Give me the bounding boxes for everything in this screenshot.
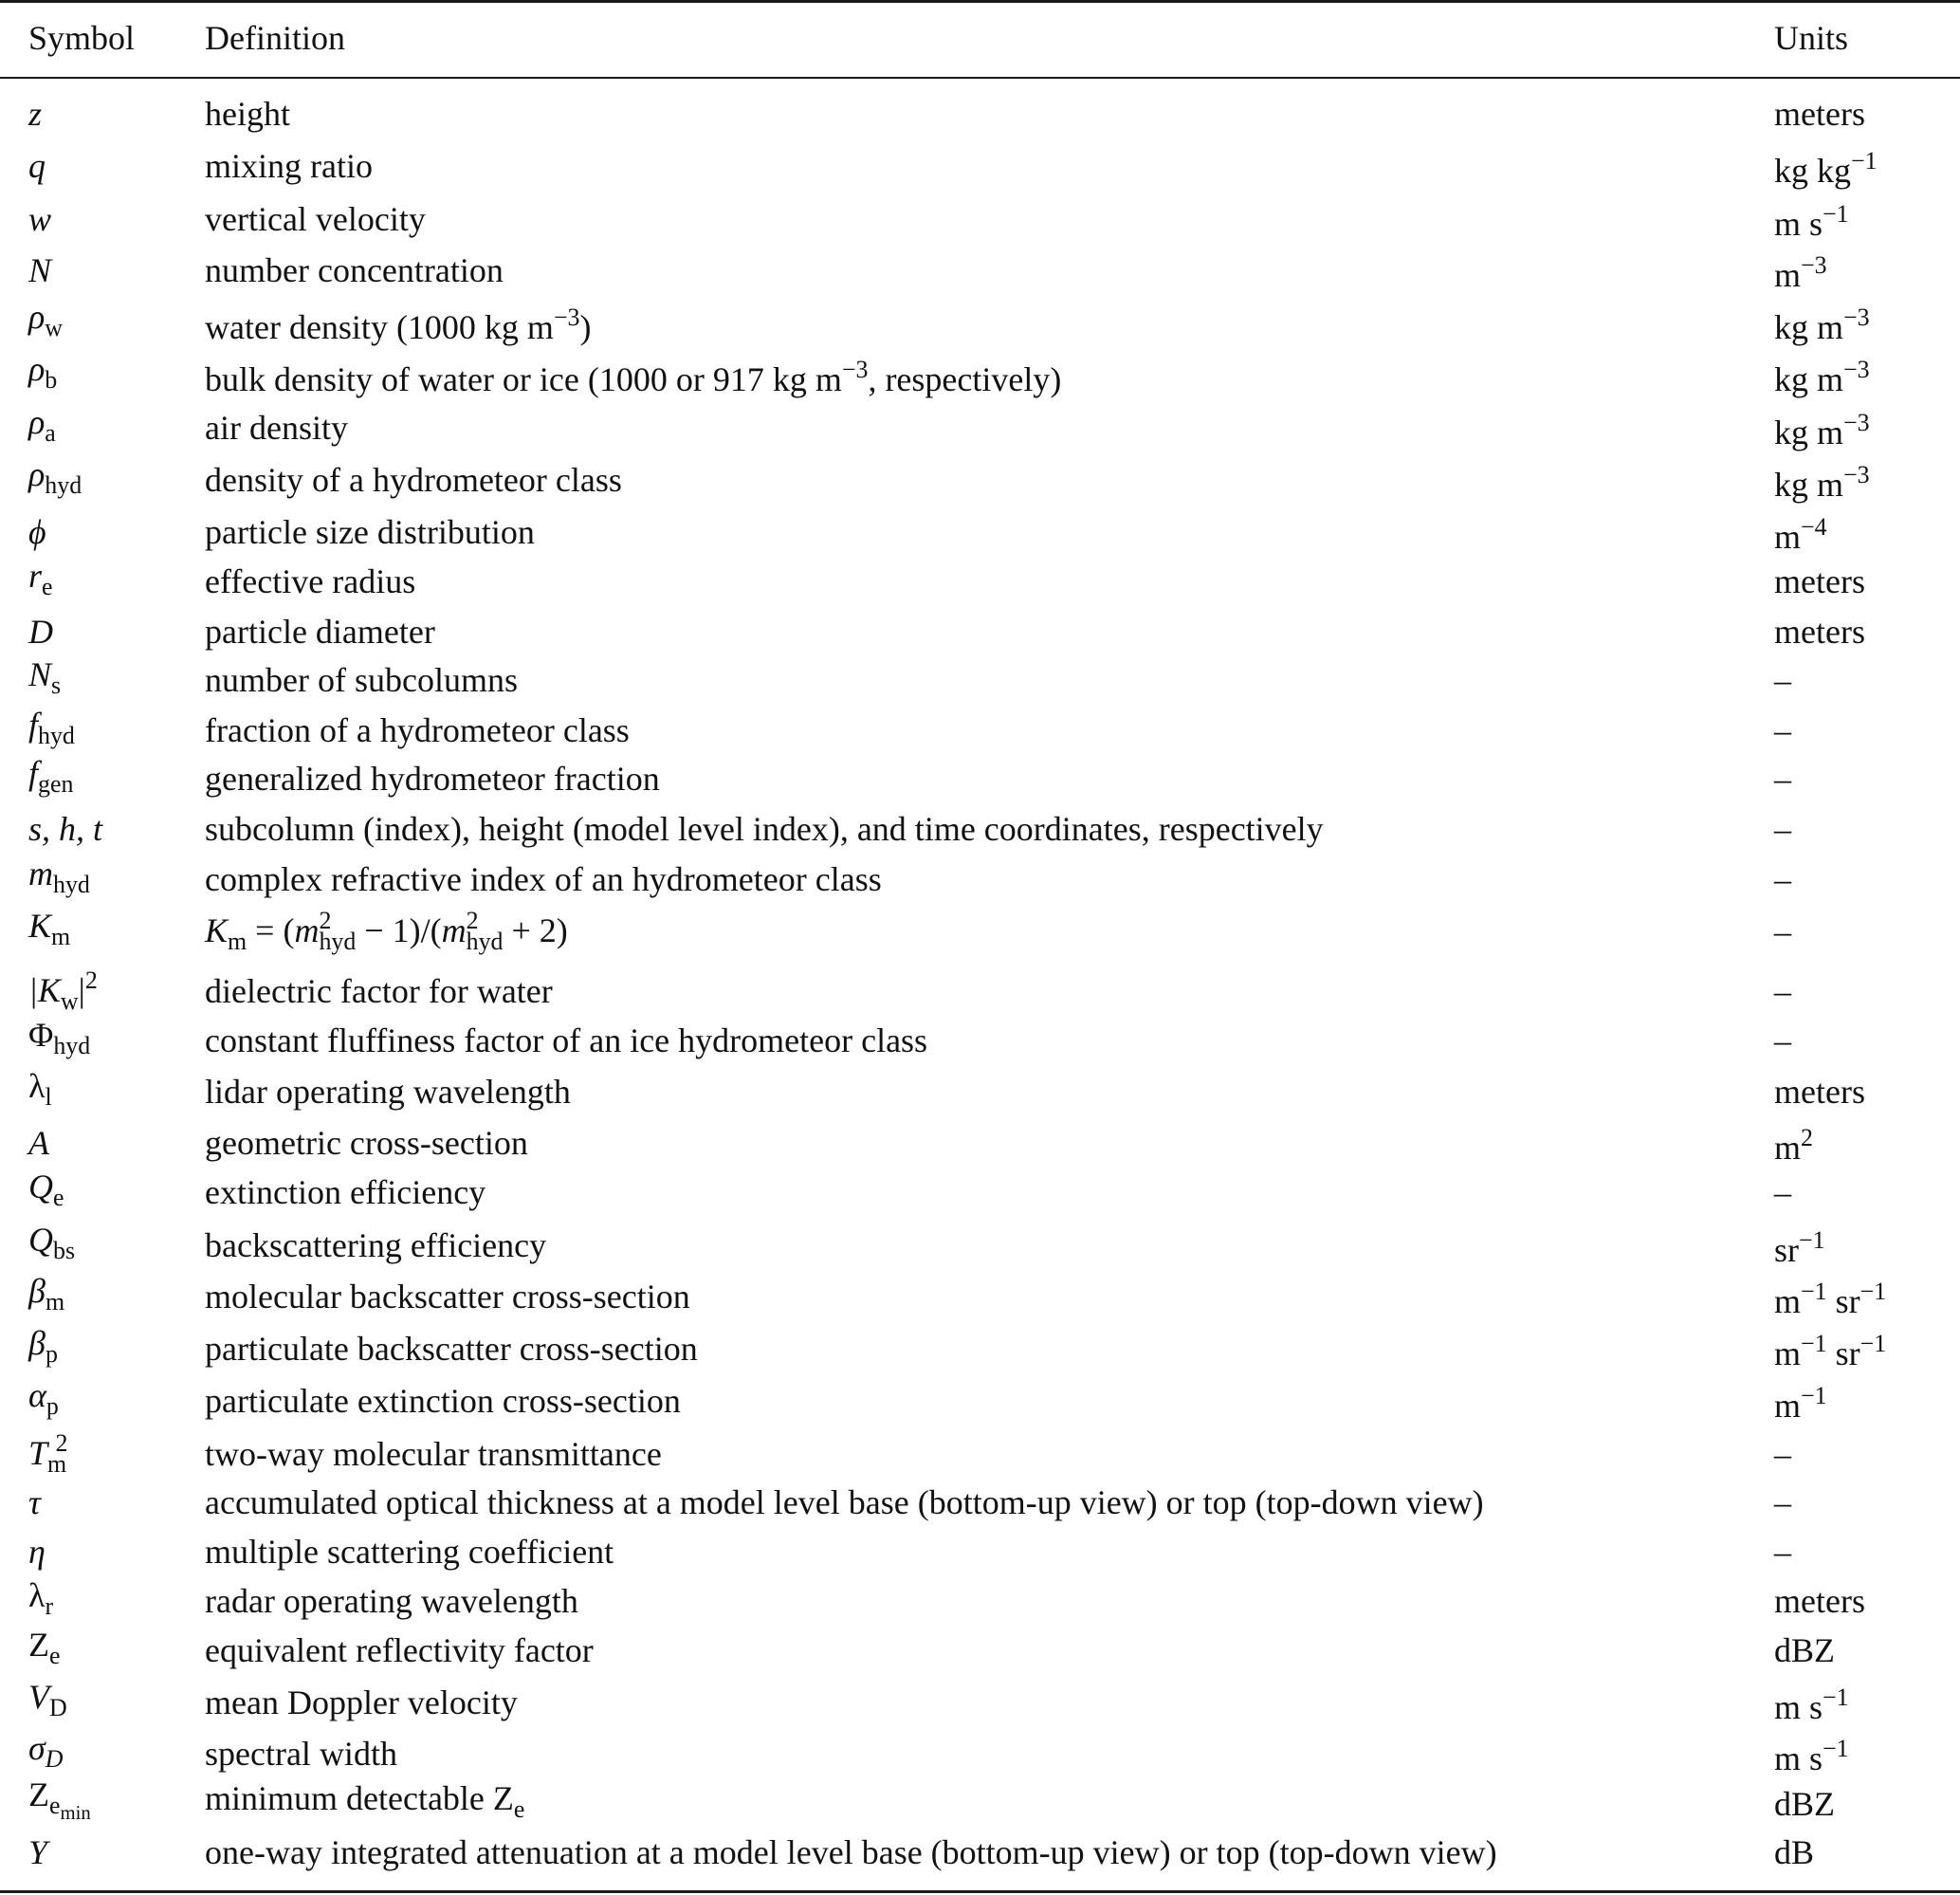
units-cell: –	[1774, 760, 1791, 798]
definition-cell: water density (1000 kg $m^{-3}$)	[205, 303, 592, 347]
units-cell: –	[1774, 1483, 1791, 1521]
symbol-cell: $\rho_{hyd}$	[28, 455, 82, 499]
symbol-cell: N	[28, 251, 52, 289]
units-cell: kg $m^{-3}$	[1774, 303, 1870, 347]
units-cell: –	[1774, 711, 1791, 749]
definition-cell: air density	[205, 409, 348, 447]
definition-cell: number of subcolumns	[205, 661, 518, 699]
symbol-cell: $Z_e$	[28, 1626, 61, 1669]
units-cell: dB	[1774, 1833, 1815, 1871]
definition-cell: mean Doppler velocity	[205, 1683, 518, 1721]
definition-cell: radar operating wavelength	[205, 1582, 578, 1620]
definition-cell: extinction efficiency	[205, 1173, 486, 1211]
symbol-cell: η	[28, 1533, 46, 1571]
symbol-cell: $\beta_m$	[28, 1272, 65, 1315]
definition-cell: particulate extinction cross-section	[205, 1382, 681, 1420]
units-cell: –	[1774, 1021, 1791, 1059]
symbol-cell: $\Phi_{hyd}$	[28, 1016, 91, 1059]
definition-cell: dielectric factor for water	[205, 972, 553, 1010]
units-cell: –	[1774, 661, 1791, 699]
definition-cell: mixing ratio	[205, 147, 373, 185]
units-cell: m $s^{-1}$	[1774, 199, 1849, 244]
symbol-cell: $Q_{bs}$	[28, 1221, 76, 1264]
symbol-cell: z	[28, 95, 43, 133]
symbol-cell: $V_D$	[28, 1678, 67, 1721]
definition-cell: accumulated optical thickness at a model level base (bottom-up view) or top (top-down view)	[205, 1483, 1484, 1521]
units-cell: dBZ	[1774, 1631, 1836, 1669]
definition-cell: particle diameter	[205, 613, 435, 651]
header-symbol: Symbol	[28, 19, 136, 57]
definition-cell: particulate backscatter cross-section	[205, 1330, 698, 1368]
definition-cell: height	[205, 95, 290, 133]
symbol-cell: $\rho_b$	[28, 350, 58, 394]
units-cell: meters	[1774, 1073, 1865, 1111]
definition-cell: multiple scattering coefficient	[205, 1533, 614, 1571]
table-bottom-rule	[0, 1890, 1960, 1893]
table-top-rule	[0, 0, 1960, 3]
symbol-cell: $N_s$	[28, 655, 62, 699]
definition-cell: fraction of a hydrometeor class	[205, 711, 630, 749]
units-cell: kg $kg^{-1}$	[1774, 146, 1878, 191]
symbol-cell: $r_e$	[28, 557, 53, 600]
units-cell: m $s^{-1}$	[1774, 1734, 1849, 1778]
units-cell: meters	[1774, 613, 1865, 651]
symbol-cell: $\lambda_r$	[28, 1576, 54, 1620]
units-cell: –	[1774, 972, 1791, 1010]
units-cell: –	[1774, 1173, 1791, 1211]
units-cell: $sr^{-1}$	[1774, 1225, 1825, 1270]
units-cell: kg $m^{-3}$	[1774, 460, 1870, 505]
definition-cell: $K_m = (m^2_{hyd} - 1)/(m^2_{hyd} + 2)$	[205, 906, 568, 956]
symbol-cell: $Z_{e_{min}}$	[28, 1775, 91, 1824]
symbol-cell: $\rho_w$	[28, 298, 63, 341]
definition-cell: bulk density of water or ice (1000 or 917 kg $m^{-3}$, respectively)	[205, 355, 1062, 399]
symbol-cell: $\alpha_p$	[28, 1376, 59, 1420]
symbol-cell: $\rho_a$	[28, 403, 56, 447]
symbol-cell: Y	[28, 1833, 48, 1871]
units-cell: meters	[1774, 1582, 1865, 1620]
symbol-cell: D	[28, 613, 53, 651]
symbol-cell: $|K_w|^2$	[28, 966, 98, 1016]
symbol-cell: $f_{hyd}$	[28, 706, 75, 749]
units-cell: kg $m^{-3}$	[1774, 355, 1870, 399]
units-cell: kg $m^{-3}$	[1774, 408, 1870, 452]
definition-cell: molecular backscatter cross-section	[205, 1278, 690, 1315]
units-cell: –	[1774, 912, 1791, 950]
definition-cell: equivalent reflectivity factor	[205, 1631, 594, 1669]
symbol-cell: $\beta_p$	[28, 1324, 58, 1368]
definition-cell: vertical velocity	[205, 200, 426, 238]
header-units: Units	[1774, 19, 1849, 57]
definition-cell: complex refractive index of an hydrometeor class	[205, 860, 882, 898]
symbol-cell: $m_{hyd}$	[28, 855, 90, 898]
units-cell: $m^{-1}$	[1774, 1381, 1827, 1426]
symbol-cell: q	[28, 147, 46, 185]
definition-cell: effective radius	[205, 562, 416, 600]
definition-cell: particle size distribution	[205, 513, 535, 551]
definition-cell: number concentration	[205, 251, 504, 289]
definition-cell: generalized hydrometeor fraction	[205, 760, 660, 798]
units-cell: –	[1774, 810, 1791, 848]
symbol-cell: τ	[28, 1483, 41, 1521]
units-cell: meters	[1774, 95, 1865, 133]
units-cell: m $s^{-1}$	[1774, 1683, 1849, 1727]
symbol-cell: $f_{gen}$	[28, 754, 74, 798]
definition-cell: backscattering efficiency	[205, 1226, 547, 1264]
symbol-cell: ϕ	[28, 513, 46, 551]
definition-cell: density of a hydrometeor class	[205, 461, 622, 499]
units-cell: $m^{-1}$ $sr^{-1}$	[1774, 1329, 1887, 1373]
symbol-cell: $T_m^2$	[28, 1428, 68, 1479]
units-cell: $m^{-1}$ $sr^{-1}$	[1774, 1277, 1887, 1321]
symbol-cell: $\sigma_D$	[28, 1729, 64, 1773]
symbol-cell: w	[28, 200, 52, 238]
units-cell: dBZ	[1774, 1785, 1836, 1823]
table-header-rule	[0, 77, 1960, 79]
symbol-cell: $Q_e$	[28, 1168, 64, 1211]
units-cell: –	[1774, 1435, 1791, 1473]
definition-cell: geometric cross-section	[205, 1124, 528, 1162]
units-cell: –	[1774, 1533, 1791, 1571]
definition-cell: two-way molecular transmittance	[205, 1435, 662, 1473]
definition-cell: constant fluffiness factor of an ice hydrometeor class	[205, 1021, 928, 1059]
definition-cell: spectral width	[205, 1735, 397, 1773]
definition-cell: minimum detectable $Z_e$	[205, 1779, 525, 1823]
units-cell: –	[1774, 860, 1791, 898]
symbol-cell: $\lambda_l$	[28, 1067, 52, 1111]
header-definition: Definition	[205, 19, 345, 57]
symbol-cell: $K_m$	[28, 907, 71, 950]
definition-cell: subcolumn (index), height (model level index), and time coordinates, respectively	[205, 810, 1324, 848]
definition-cell: lidar operating wavelength	[205, 1073, 571, 1111]
definition-cell: one-way integrated attenuation at a model level base (bottom-up view) or top (top-down view)	[205, 1833, 1497, 1871]
units-cell: $m^2$	[1774, 1123, 1813, 1168]
symbol-cell: A	[28, 1124, 49, 1162]
units-cell: meters	[1774, 562, 1865, 600]
units-cell: $m^{-4}$	[1774, 512, 1827, 557]
units-cell: $m^{-3}$	[1774, 250, 1827, 295]
symbol-cell: s, h, t	[28, 810, 103, 848]
